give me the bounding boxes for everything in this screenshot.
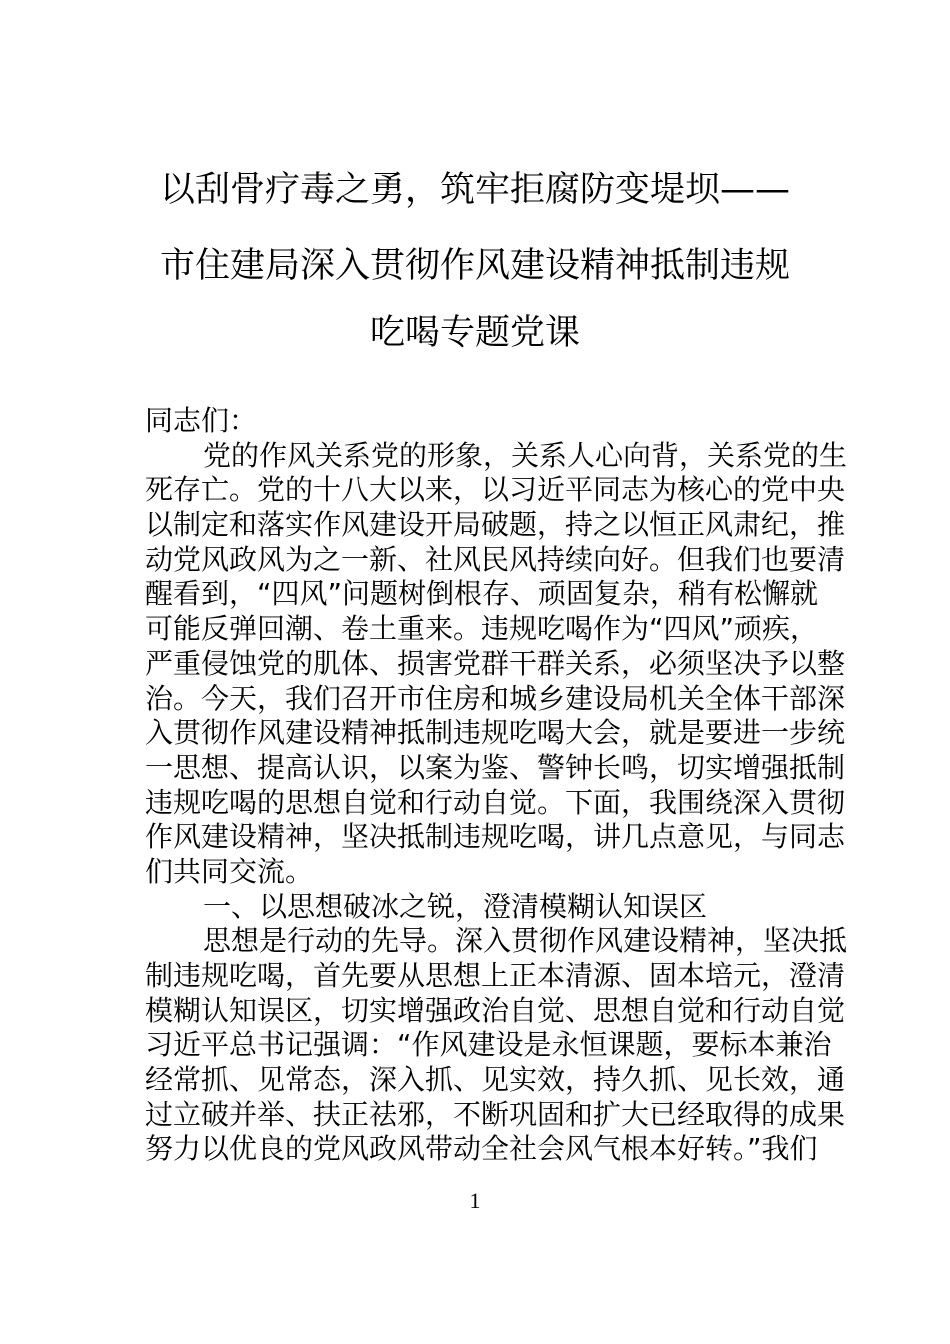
- page-number: 1: [469, 1188, 481, 1213]
- paragraph-line: 动党风政风为之一新、社风民风持续向好。但我们也要清: [145, 542, 846, 576]
- salutation: 同志们：: [145, 404, 258, 437]
- paragraph-line: 过立破并举、扶正祛邪，不断巩固和扩大已经取得的成果: [145, 1097, 846, 1131]
- paragraph-line: 治。今天，我们召开市住房和城乡建设局机关全体干部深: [145, 681, 846, 715]
- paragraph-line: 模糊认知误区，切实增强政治自觉、思想自觉和行动自觉: [145, 993, 846, 1027]
- paragraph-2: [145, 924, 848, 1167]
- section-1-heading: 一、以思想破冰之锐，澄清模糊认知误区: [203, 889, 708, 923]
- paragraph-line: 醒看到，“四风”问题树倒根存、顽固复杂，稍有松懈就: [145, 577, 819, 611]
- paragraph-line: 违规吃喝的思想自觉和行动自觉。下面，我围绕深入贯彻: [145, 785, 846, 819]
- document-title-line-1: 以刮骨疗毒之勇，筑牢拒腐防变堤坝——: [159, 170, 790, 210]
- document-title-line-2: 市住建局深入贯彻作风建设精神抵制违规: [159, 246, 790, 286]
- document-title-line-3: 吃喝专题党课: [369, 313, 580, 353]
- paragraph-line: 制违规吃喝，首先要从思想上正本清源、固本培元，澄清: [145, 959, 846, 992]
- paragraph-line: 思想是行动的先导。深入贯彻作风建设精神，坚决抵: [203, 924, 848, 958]
- paragraph-line: 努力以优良的党风政风带动全社会风气根本好转。”我们: [145, 1132, 818, 1166]
- paragraph-line: 可能反弹回潮、卷土重来。违规吃喝作为“四风”顽疾，: [145, 612, 819, 646]
- paragraph-line: 入贯彻作风建设精神抵制违规吃喝大会，就是要进一步统: [145, 716, 846, 750]
- paragraph-line: 们共同交流。: [145, 854, 314, 888]
- paragraph-line: 习近平总书记强调：“作风建设是永恒课题，要标本兼治: [145, 1028, 832, 1062]
- paragraph-line: 以制定和落实作风建设开局破题，持之以恒正风肃纪，推: [145, 508, 846, 542]
- paragraph-line: 党的作风关系党的形象，关系人心向背，关系党的生: [203, 438, 848, 472]
- paragraph-line: 死存亡。党的十八大以来，以习近平同志为核心的党中央: [145, 473, 846, 507]
- paragraph-line: 一思想、提高认识，以案为鉴、警钟长鸣，切实增强抵制: [145, 750, 846, 784]
- document-body: [145, 404, 848, 1167]
- paragraph-1: [145, 438, 848, 890]
- paragraph-line: 经常抓、见常态，深入抓、见实效，持久抓、见长效，通: [145, 1063, 846, 1097]
- paragraph-line: 严重侵蚀党的肌体、损害党群干群关系，必须坚决予以整: [145, 646, 846, 680]
- paragraph-line: 作风建设精神，坚决抵制违规吃喝，讲几点意见，与同志: [145, 820, 846, 854]
